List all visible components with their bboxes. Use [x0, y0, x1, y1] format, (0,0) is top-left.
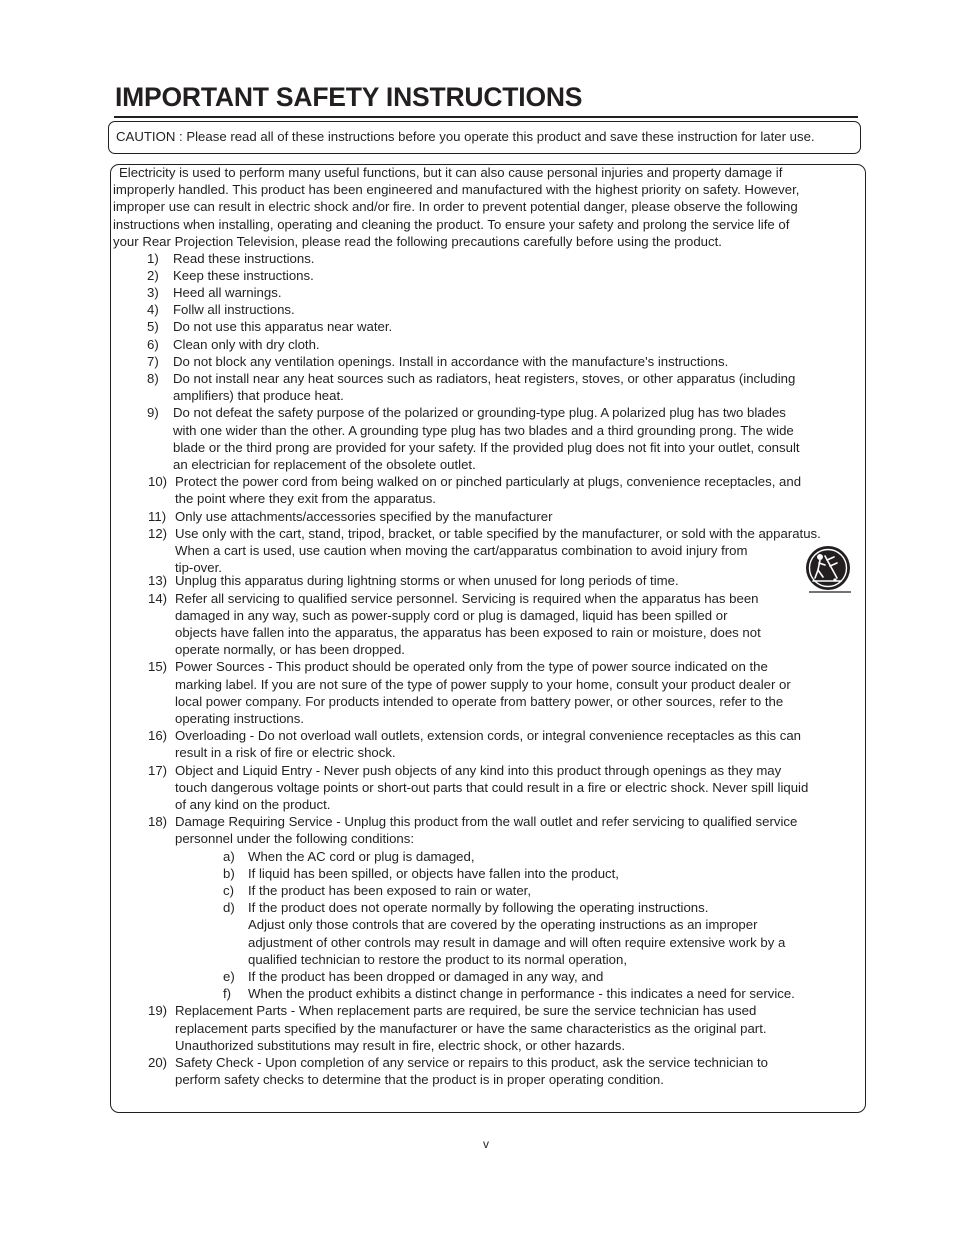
instruction-number: 2)	[147, 267, 159, 283]
intro-line: your Rear Projection Television, please read the following precautions carefully before using the product.	[113, 233, 722, 249]
intro-line: improperly handled. This product has been engineered and manufactured with the highest priority on safety. However,	[113, 182, 800, 198]
instruction-line: damaged in any way, such as power-supply cord or plug is damaged, liquid has been spilled or	[175, 607, 728, 623]
instruction-line: Use only with the cart, stand, tripod, bracket, or table specified by the manufacturer, or sold with the apparatus.	[175, 525, 821, 541]
instruction-number: e)	[223, 968, 235, 984]
caution-text: CAUTION : Please read all of these instructions before you operate this product and save these instruction for later use.	[116, 129, 815, 144]
instruction-line: If the product has been exposed to rain or water,	[248, 882, 531, 898]
instruction-line: Do not block any ventilation openings. Install in accordance with the manufacture's instructions.	[173, 353, 729, 369]
instruction-line: Power Sources - This product should be operated only from the type of power source indicated on the	[175, 659, 768, 675]
instruction-line: Refer all servicing to qualified service personnel. Servicing is required when the apparatus has been	[175, 590, 759, 606]
instruction-line: When the AC cord or plug is damaged,	[248, 848, 475, 864]
instruction-number: 4)	[147, 302, 159, 318]
page-number: v	[483, 1137, 489, 1151]
instruction-number: b)	[223, 865, 235, 881]
instruction-number: 13)	[148, 573, 168, 589]
instruction-line: operating instructions.	[175, 710, 305, 726]
instruction-number: 10)	[148, 474, 168, 490]
instruction-line: Do not use this apparatus near water.	[173, 319, 393, 335]
instruction-line: amplifiers) that produce heat.	[173, 388, 344, 404]
instruction-number: 12)	[148, 525, 168, 541]
instruction-line: Heed all warnings.	[173, 284, 282, 300]
instruction-line: of any kind on the product.	[175, 796, 331, 812]
instruction-number: d)	[223, 900, 235, 916]
instruction-line: Read these instructions.	[173, 250, 315, 266]
instruction-line: result in a risk of fire or electric shock.	[175, 745, 396, 761]
instruction-line: Protect the power cord from being walked on or pinched particularly at plugs, convenience receptacles, and	[175, 474, 802, 490]
instruction-line: Adjust only those controls that are covered by the operating instructions as an improper	[248, 917, 758, 933]
instruction-line: When the product exhibits a distinct change in performance - this indicates a need for service.	[248, 986, 795, 1002]
cart-tip-over-warning-icon	[803, 544, 853, 594]
instruction-line: When a cart is used, use caution when moving the cart/apparatus combination to avoid injury from	[175, 542, 748, 558]
instruction-line: Damage Requiring Service - Unplug this product from the wall outlet and refer servicing to qualified service	[175, 814, 798, 830]
instruction-number: 7)	[147, 353, 159, 369]
instruction-line: qualified technician to restore the product to its normal operation,	[248, 951, 627, 967]
instruction-number: c)	[223, 882, 234, 898]
instruction-number: 5)	[147, 319, 159, 335]
instruction-line: blade or the third prong are provided for your safety. If the provided plug does not fit into your outlet, consult	[173, 439, 800, 455]
instruction-number: 18)	[148, 814, 168, 830]
instruction-line: touch dangerous voltage points or short-out parts that could result in a fire or electric shock. Never spill liquid	[175, 779, 809, 795]
instruction-line: Replacement Parts - When replacement parts are required, be sure the service technician has used	[175, 1003, 757, 1019]
instruction-line: local power company. For products intended to operate from battery power, or other sources, refer to the	[175, 693, 784, 709]
instruction-number: a)	[223, 848, 235, 864]
instruction-line: with one wider than the other. A grounding type plug has two blades and a third grounding prong. The wide	[173, 422, 794, 438]
instruction-line: Do not defeat the safety purpose of the polarized or grounding-type plug. A polarized plug has two blades	[173, 405, 786, 421]
instruction-line: replacement parts specified by the manufacturer or have the same characteristics as the original part.	[175, 1020, 767, 1036]
instruction-line: Clean only with dry cloth.	[173, 336, 320, 352]
instruction-number: 15)	[148, 659, 168, 675]
instruction-number: 6)	[147, 336, 159, 352]
intro-line: instructions when installing, operating and cleaning the product. To ensure your safety and prolong the service life of	[113, 216, 790, 232]
instruction-line: Unplug this apparatus during lightning storms or when unused for long periods of time.	[175, 573, 679, 589]
instruction-number: 1)	[147, 250, 159, 266]
instruction-number: 3)	[147, 284, 159, 300]
instruction-line: Keep these instructions.	[173, 267, 314, 283]
instruction-line: the point where they exit from the apparatus.	[175, 491, 436, 507]
instruction-line: an electrician for replacement of the obsolete outlet.	[173, 456, 476, 472]
instruction-line: perform safety checks to determine that the product is in proper operating condition.	[175, 1072, 664, 1088]
intro-line: Electricity is used to perform many useful functions, but it can also cause personal injuries and property damage if	[119, 165, 783, 180]
instruction-number: 8)	[147, 370, 159, 386]
instruction-number: 11)	[148, 508, 167, 524]
instruction-number: f)	[223, 986, 232, 1002]
title-underline	[114, 116, 858, 118]
instruction-line: If the product has been dropped or damaged in any way, and	[248, 968, 604, 984]
instruction-number: 9)	[147, 405, 159, 421]
intro-paragraph	[113, 164, 855, 250]
instruction-line: Safety Check - Upon completion of any service or repairs to this product, ask the service technician to	[175, 1054, 768, 1070]
instruction-line: objects have fallen into the apparatus, the apparatus has been exposed to rain or moisture, does not	[175, 624, 761, 640]
instruction-line: Do not install near any heat sources such as radiators, heat registers, stoves, or other apparatus (including	[173, 370, 796, 386]
instruction-number: 16)	[148, 728, 168, 744]
instruction-line: adjustment of other controls may result in damage and will often require extensive work by a	[248, 934, 786, 950]
instruction-line: Object and Liquid Entry - Never push objects of any kind into this product through openings as they may	[175, 762, 782, 778]
instruction-line: personnel under the following conditions:	[175, 831, 414, 847]
instruction-number: 14)	[148, 590, 168, 606]
instruction-line: operate normally, or has been dropped.	[175, 642, 405, 658]
page-title: IMPORTANT SAFETY INSTRUCTIONS	[115, 82, 583, 112]
instruction-number: 19)	[148, 1003, 168, 1019]
instruction-line: If liquid has been spilled, or objects have fallen into the product,	[248, 865, 619, 881]
instruction-line: Follw all instructions.	[173, 302, 295, 318]
intro-line: improper use can result in electric shock and/or fire. In order to prevent potential danger, please observe the following	[113, 199, 798, 215]
instruction-number: 20)	[148, 1054, 168, 1070]
instruction-line: Unauthorized substitutions may result in fire, electric shock, or other hazards.	[175, 1037, 626, 1053]
instruction-line: tip-over.	[175, 560, 222, 576]
instruction-line: Overloading - Do not overload wall outlets, extension cords, or integral convenience receptacles as this can	[175, 728, 802, 744]
instruction-line: Only use attachments/accessories specified by the manufacturer	[175, 508, 553, 524]
instruction-line: marking label. If you are not sure of the type of power supply to your home, consult your product dealer or	[175, 676, 791, 692]
instruction-line: If the product does not operate normally by following the operating instructions.	[248, 900, 709, 916]
instruction-number: 17)	[148, 762, 168, 778]
